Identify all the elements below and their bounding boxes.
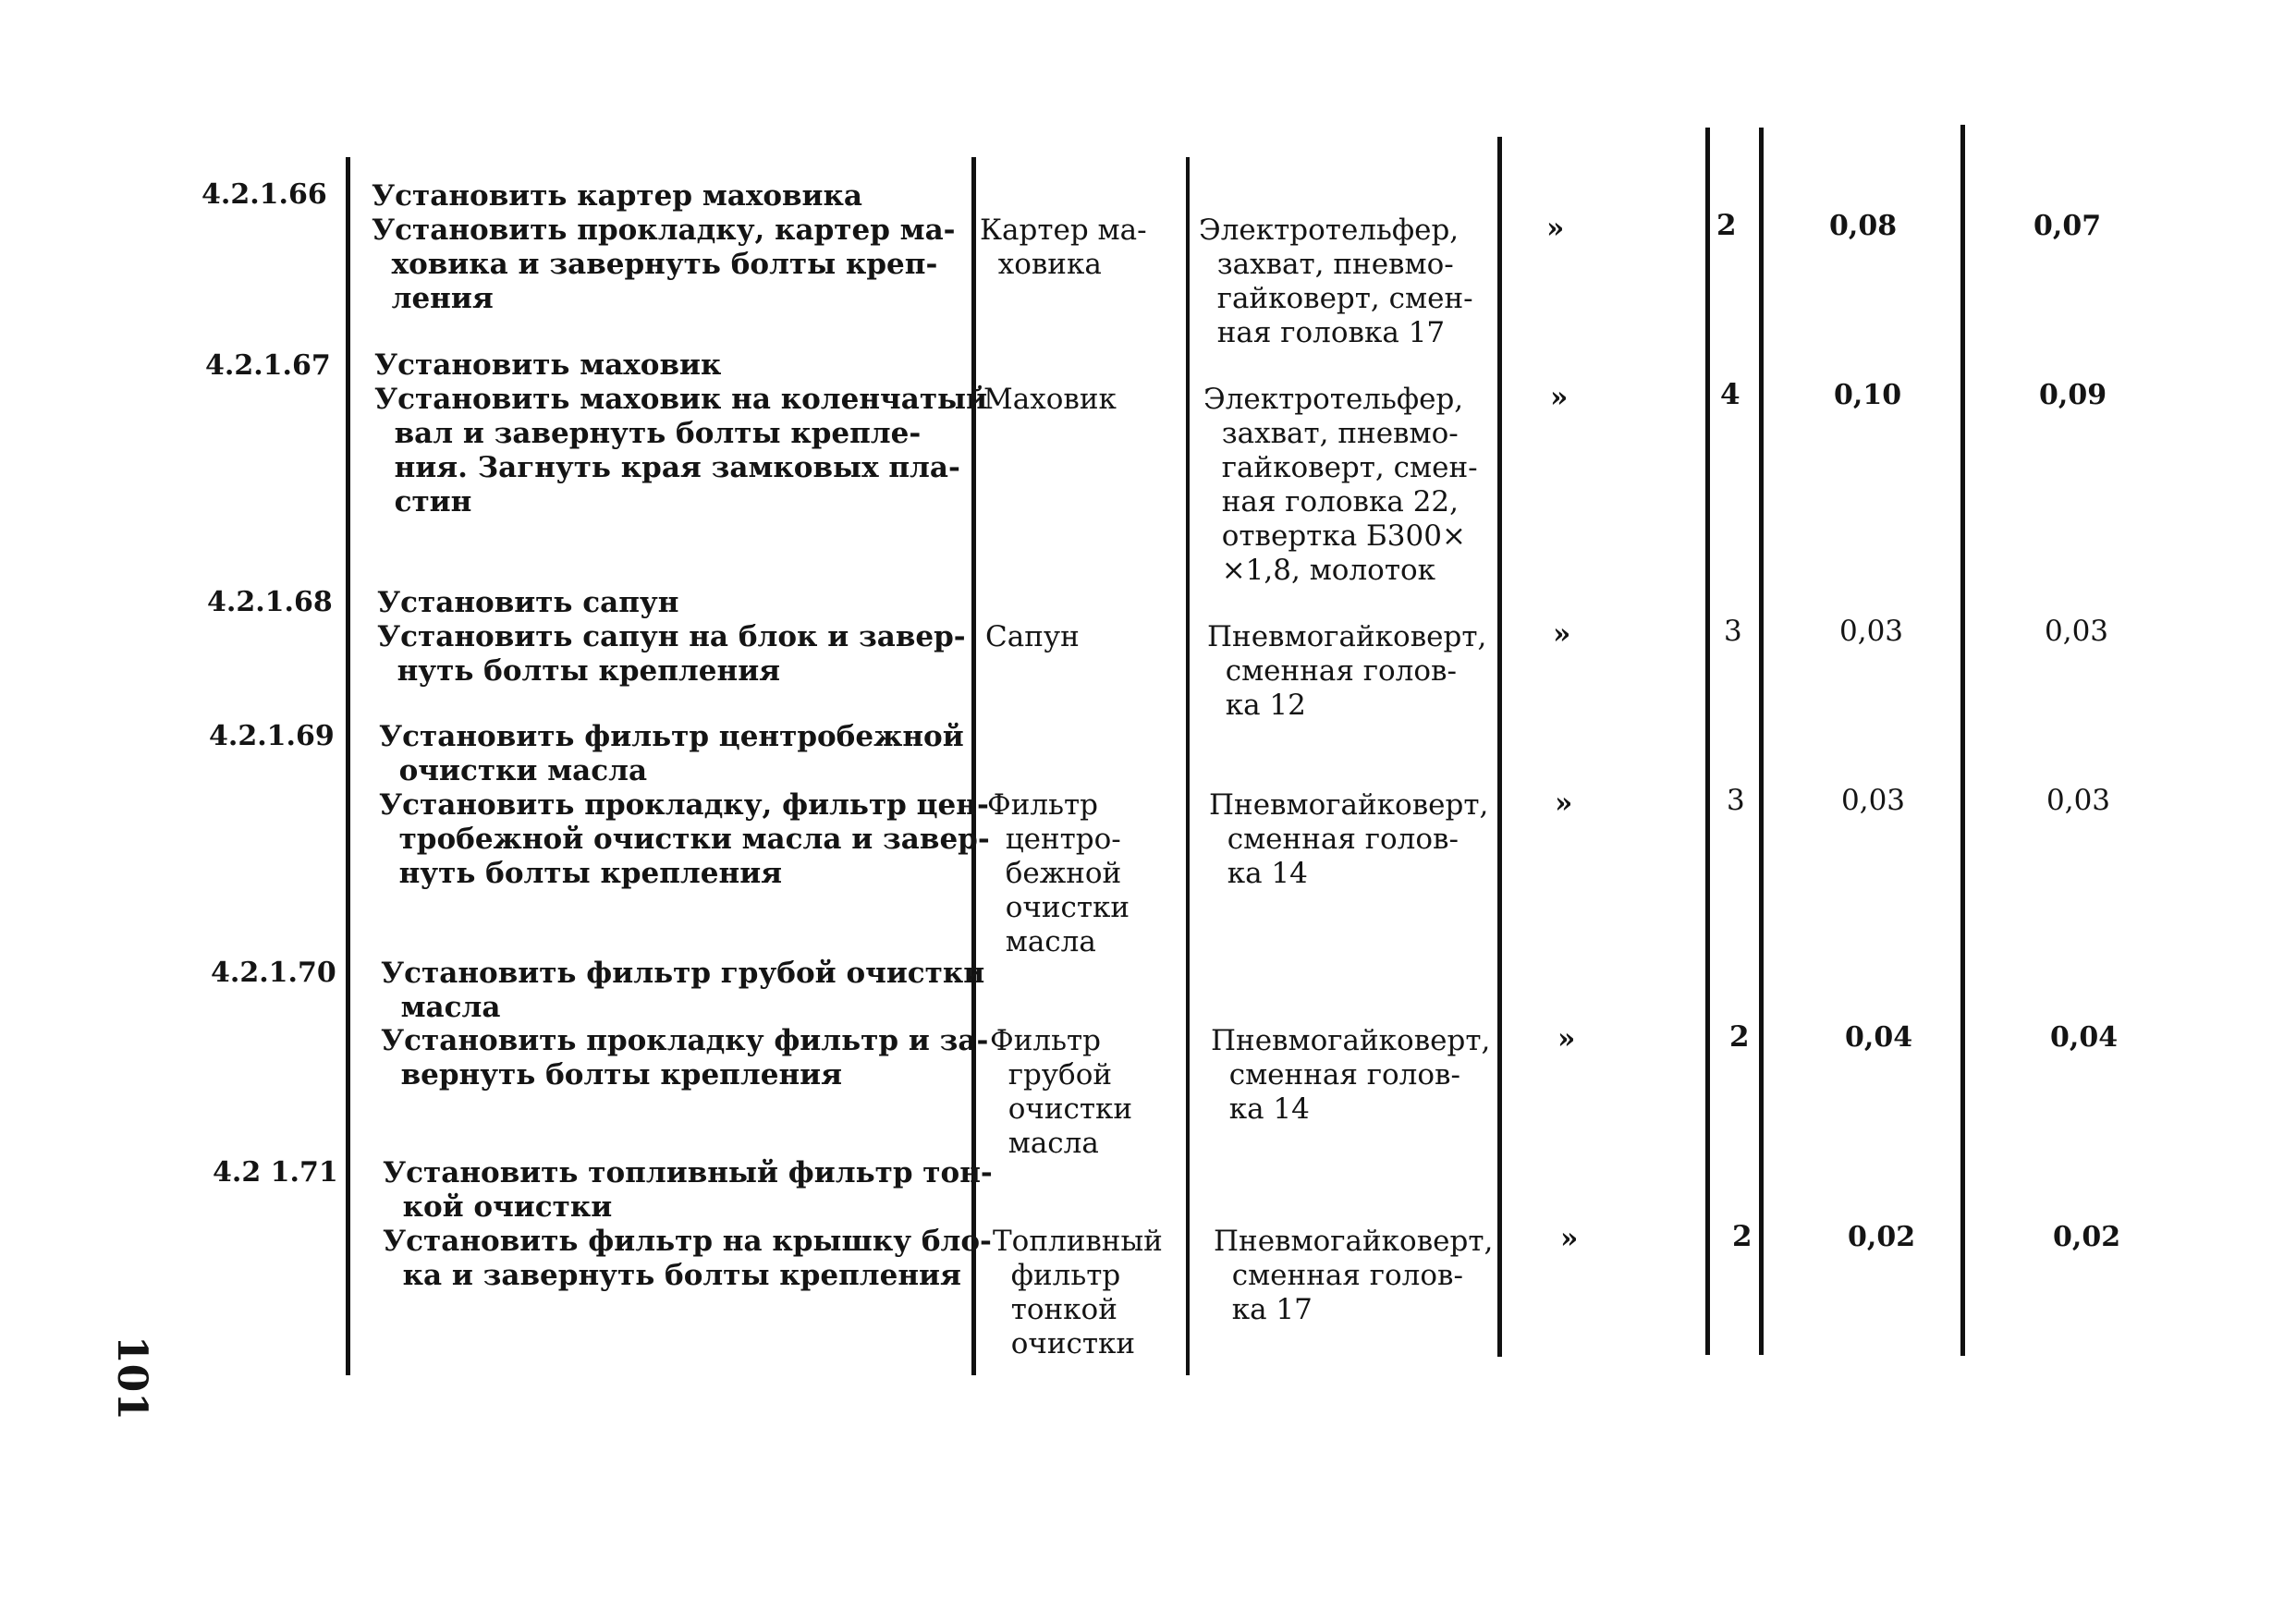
row-part: Фильтр грубой очистки масла bbox=[990, 1024, 1133, 1160]
column-rule bbox=[1186, 157, 1190, 1375]
row-value-2: 0,09 bbox=[2039, 379, 2107, 411]
row-tools: Пневмогайковерт, сменная голов- ка 12 bbox=[1207, 620, 1487, 722]
row-tools: Электротельфер, захват, пневмо- гайковерт, смен- ная головка 17 bbox=[1199, 213, 1473, 349]
row-title: Установить фильтр грубой очистки масла bbox=[381, 957, 985, 1024]
column-rule bbox=[1759, 128, 1764, 1355]
row-description: Установить фильтр на крышку бло- ка и завернуть болты крепления bbox=[383, 1225, 992, 1292]
row-ditto: » bbox=[1553, 617, 1571, 651]
column-rule bbox=[1497, 137, 1502, 1357]
row-code: 4.2.1.67 bbox=[205, 349, 331, 382]
row-description: Установить сапун на блок и завер- нуть болты крепления bbox=[377, 620, 966, 688]
row-ditto: » bbox=[1560, 1222, 1579, 1255]
column-rule bbox=[1705, 128, 1710, 1355]
row-tools: Пневмогайковерт, сменная голов- ка 17 bbox=[1214, 1225, 1494, 1326]
row-part: Картер ма- ховика bbox=[980, 213, 1147, 281]
row-title: Установить картер маховика bbox=[372, 179, 862, 213]
row-title: Установить сапун bbox=[377, 586, 679, 619]
row-code: 4.2.1.68 bbox=[207, 586, 333, 618]
row-tools: Пневмогайковерт, сменная голов- ка 14 bbox=[1211, 1024, 1491, 1126]
row-value-2: 0,07 bbox=[2033, 210, 2102, 242]
row-part: Сапун bbox=[985, 620, 1080, 653]
column-rule bbox=[1960, 125, 1965, 1356]
row-part: Топливный фильтр тонкой очистки bbox=[993, 1225, 1163, 1360]
row-value-2: 0,03 bbox=[2045, 615, 2109, 648]
row-code: 4.2.1.66 bbox=[202, 178, 327, 211]
row-part: Маховик bbox=[983, 383, 1117, 416]
row-code: 4.2 1.71 bbox=[213, 1156, 338, 1189]
row-value-2: 0,04 bbox=[2050, 1021, 2119, 1054]
row-count: 2 bbox=[1716, 209, 1737, 242]
page-number: 101 bbox=[108, 1336, 155, 1421]
row-count: 2 bbox=[1729, 1020, 1750, 1054]
row-count: 3 bbox=[1724, 615, 1742, 648]
row-tools: Электротельфер, захват, пневмо- гайковерт, смен- ная головка 22, отвертка Б300× ×1,8, молоток bbox=[1203, 383, 1478, 587]
row-value-1: 0,02 bbox=[1848, 1221, 1916, 1253]
row-value-2: 0,03 bbox=[2046, 784, 2111, 817]
row-value-1: 0,04 bbox=[1845, 1021, 1913, 1054]
row-title: Установить топливный фильтр тон- кой очистки bbox=[383, 1156, 993, 1224]
column-rule bbox=[346, 157, 350, 1375]
row-title: Установить фильтр центробежной очистки масла bbox=[379, 720, 964, 787]
row-count: 2 bbox=[1732, 1220, 1753, 1253]
row-ditto: » bbox=[1546, 212, 1565, 245]
row-value-1: 0,03 bbox=[1841, 784, 1906, 817]
row-description: Установить прокладку фильтр и за- вернуть болты крепления bbox=[381, 1024, 989, 1092]
row-description: Установить маховик на коленчатый вал и завернуть болты крепле- ния. Загнуть края замковых пла- стин bbox=[374, 383, 988, 518]
row-value-2: 0,02 bbox=[2053, 1221, 2121, 1253]
row-code: 4.2.1.70 bbox=[211, 957, 336, 989]
row-count: 3 bbox=[1727, 784, 1745, 817]
row-code: 4.2.1.69 bbox=[209, 720, 335, 752]
row-ditto: » bbox=[1557, 1022, 1576, 1055]
row-title: Установить маховик bbox=[374, 348, 722, 382]
row-description: Установить прокладку, картер ма- ховика и завернуть болты креп- ления bbox=[372, 213, 956, 315]
row-value-1: 0,08 bbox=[1829, 210, 1898, 242]
row-tools: Пневмогайковерт, сменная голов- ка 14 bbox=[1209, 788, 1489, 890]
row-ditto: » bbox=[1550, 381, 1569, 414]
row-value-1: 0,03 bbox=[1839, 615, 1904, 648]
row-part: Фильтр центро- бежной очистки масла bbox=[987, 788, 1130, 958]
row-count: 4 bbox=[1720, 378, 1740, 411]
row-description: Установить прокладку, фильтр цен- тробежной очистки масла и завер- нуть болты крепления bbox=[379, 788, 990, 890]
row-ditto: » bbox=[1555, 787, 1573, 820]
row-value-1: 0,10 bbox=[1834, 379, 1902, 411]
